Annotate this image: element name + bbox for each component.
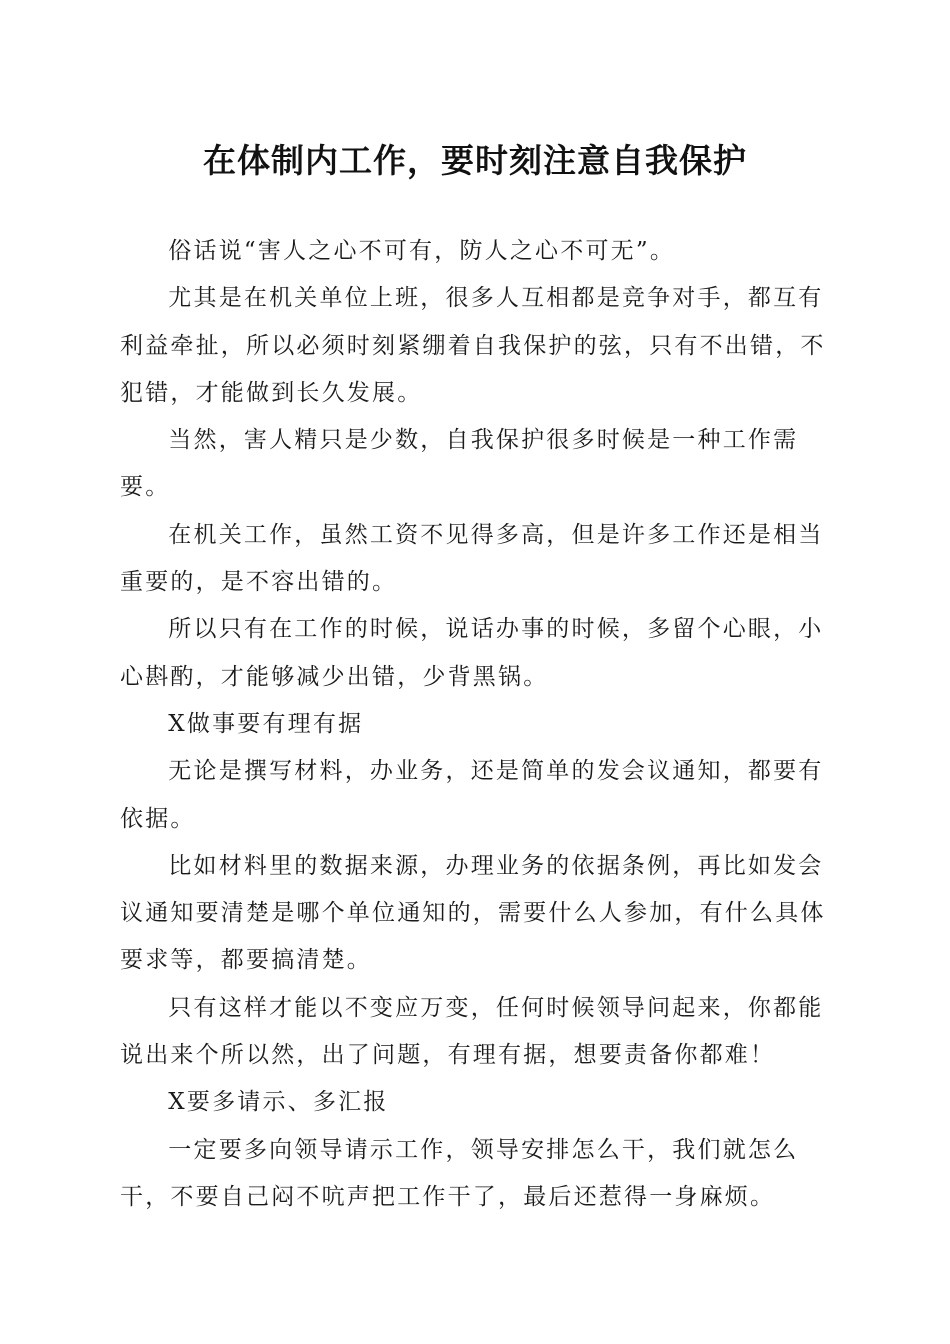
paragraph: 当然，害人精只是少数，自我保护很多时候是一种工作需要。 <box>120 427 799 501</box>
section-heading: X要多请示、多汇报 <box>168 1089 389 1116</box>
paragraph: 俗话说“害人之心不可有，防人之心不可无”。 <box>168 238 676 264</box>
paragraph: 在机关工作，虽然工资不见得多高，但是许多工作还是相当重要的，是不容出错的。 <box>120 521 824 596</box>
paragraph: 一定要多向领导请示工作，领导安排怎么干，我们就怎么干，不要自己闷不吭声把工作干了，最后还惹得一身麻烦。 <box>120 1136 799 1210</box>
document-body <box>120 228 832 1221</box>
section-heading: X做事要有理有据 <box>168 710 364 737</box>
paragraph: 只有这样才能以不变应万变，任何时候领导问起来，你都能说出来个所以然，出了问题，有理有据，想要责备你都难！ <box>120 994 824 1069</box>
paragraph: 无论是撰写材料，办业务，还是简单的发会议通知，都要有依据。 <box>120 758 824 832</box>
document-title: 在体制内工作，要时刻注意自我保护 <box>203 141 747 180</box>
paragraph: 所以只有在工作的时候，说话办事的时候，多留个心眼，小心斟酌，才能够减少出错，少背黑锅。 <box>120 616 824 690</box>
paragraph: 比如材料里的数据来源，办理业务的依据条例，再比如发会议通知要清楚是哪个单位通知的，需要什么人参加，有什么具体要求等，都要搞清楚。 <box>120 852 826 974</box>
paragraph: 尤其是在机关单位上班，很多人互相都是竞争对手，都互有利益牵扯，所以必须时刻紧绷着自我保护的弦，只有不出错，不犯错，才能做到长久发展。 <box>120 285 826 406</box>
